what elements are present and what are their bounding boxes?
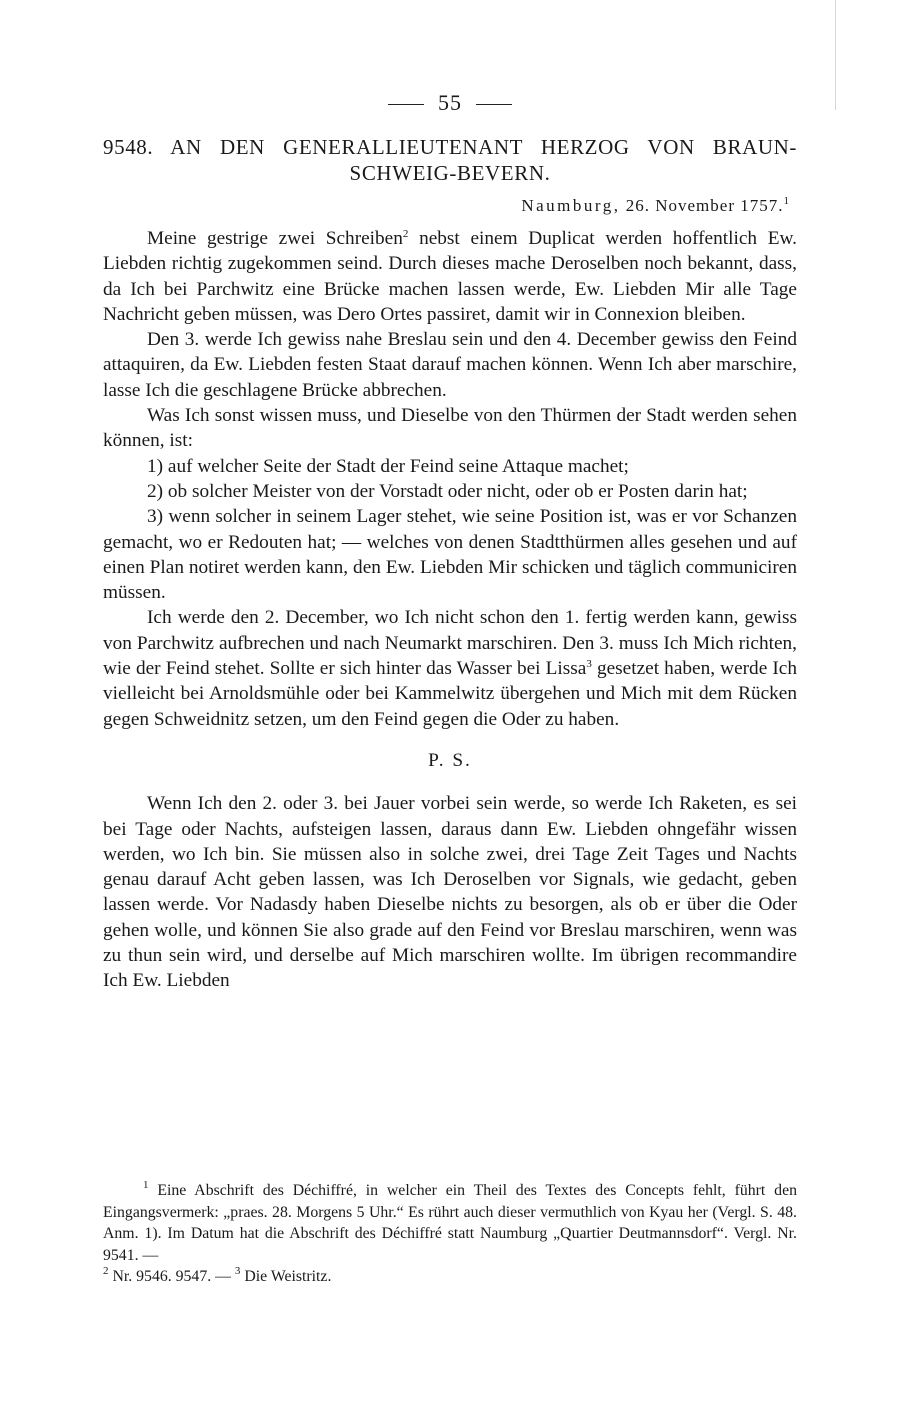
postscript-text: Wenn Ich den 2. oder 3. bei Jauer vorbei sein werde, so werde Ich Raketen, es sei bei Tage oder Nachts, aufsteigen lassen, daraus dann Ew. Liebden ohngefähr wissen werden, wo Ich bin. Sie müssen also in solche zwei, drei Tage Zeit Tages und Nachts genau darauf Acht geben lassen, was Ich Deroselben vor Signals, wie gedacht, geben lassen werde. Vor Nadasdy haben Dieselbe nichts zu besorgen, als ob er über die Oder gehen wolle, und können Sie also grade auf den Feind vor Breslau marschiren, wenn was zu thun sein wird, und derselbe auf Mich marschiren wollte. Im übrigen recommandire Ich Ew. Liebden [103, 793, 797, 992]
letter-title-line-2: SCHWEIG-BEVERN. [349, 161, 551, 185]
footnote-ref-2: 2 [402, 228, 409, 240]
footnotes [103, 1180, 797, 1288]
dateline [521, 196, 790, 216]
paragraph-4 [103, 605, 797, 731]
footnote-3-mark: 3 [234, 1265, 241, 1277]
footnote-ref-3: 3 [586, 658, 592, 671]
paragraph-3: Was Ich sonst wissen muss, und Dieselbe von den Thürmen der Stadt werden sehen können, ist: [103, 405, 797, 452]
footnote-1-mark: 1 [143, 1179, 149, 1191]
letter-body [103, 226, 797, 994]
left-dash [388, 104, 424, 105]
list-item-2: 2) ob solcher Meister von der Vorstadt oder nicht, oder ob er Posten darin hat; [147, 480, 748, 502]
page-number-header [0, 90, 900, 116]
letter-title-line-1: 9548. AN DEN GENERALLIEUTENANT HERZOG VON BRAUN- [103, 135, 797, 159]
footnote-ref-1: 1 [783, 195, 790, 207]
letter-title [103, 134, 797, 186]
dateline-date: 26. November 1757. [625, 196, 784, 215]
list-item-3: 3) wenn solcher in seinem Lager stehet, wie seine Position ist, was er vor Schanzen gemacht, wo er Redouten hat; — welches von denen Stadtthürmen alles gesehen und auf einen Plan notiret werden kann, den Ew. Liebden Mir schicken und täglich communiciren müssen. [103, 506, 797, 604]
footnote-1-text: Eine Abschrift des Déchiffré, in welcher ein Theil des Textes des Concepts fehlt, führt den Eingangsvermerk: „praes. 28. Morgens 5 Uhr.“ Es rührt auch dieser vermuthlich von Kyau her (Vergl. S. 48. Anm. 1). Im Datum hat die Abschrift des Déchiffré statt Naumburg „Quartier Deutmannsdorf“. Vergl. Nr. 9541. — [103, 1182, 797, 1264]
paragraph-4-text: Ich werde den 2. December, wo Ich nicht schon den 1. fertig werden kann, gewiss von Parchwitz aufbrechen und nach Neumarkt marschiren. Den 3. muss Ich Mich richten, wie der Feind stehet. Sollte er sich hinter das Wasser bei Lissa [103, 607, 797, 680]
page-number: 55 [438, 90, 462, 115]
footnote-3-text: Die Weistritz. [244, 1268, 332, 1285]
footnote-2-mark: 2 [103, 1265, 109, 1277]
footnote-2-3 [103, 1266, 797, 1288]
postscript-heading: P. S. [428, 749, 472, 771]
right-dash [476, 104, 512, 105]
paragraph-4-text-cont: gesetzet haben, werde Ich vielleicht bei Arnoldsmühle oder bei Kammelwitz übergehen und Mich mit dem Rücken gegen Schweidnitz setzen, um den Feind gegen die Oder zu haben. [103, 658, 798, 730]
paragraph-1 [103, 226, 797, 327]
paragraph-1-text: Meine gestrige zwei Schreiben [147, 228, 403, 249]
paragraph-2: Den 3. werde Ich gewiss nahe Breslau sein und den 4. December gewiss den Feind attaquiren, da Ew. Liebden festen Staat darauf machen können. Wenn Ich aber marschire, lasse Ich die geschlagene Brücke abbrechen. [103, 329, 797, 401]
footnote-1 [103, 1180, 797, 1266]
list-item-1: 1) auf welcher Seite der Stadt der Feind seine Attaque machet; [147, 455, 629, 477]
paragraph-1-text-cont: nebst einem Duplicat werden hoffentlich Ew. Liebden richtig zugekommen seind. Durch dieses mache Deroselben noch bekannt, dass, da Ich bei Parchwitz eine Brücke machen lassen werde, Ew. Liebden Mir alle Tage Nachricht geben müssen, was Dero Ortes passiret, damit wir in Connexion bleiben. [103, 228, 797, 325]
dateline-place: Naumburg, [521, 196, 621, 215]
footnote-2-text: Nr. 9546. 9547. — [112, 1268, 231, 1285]
